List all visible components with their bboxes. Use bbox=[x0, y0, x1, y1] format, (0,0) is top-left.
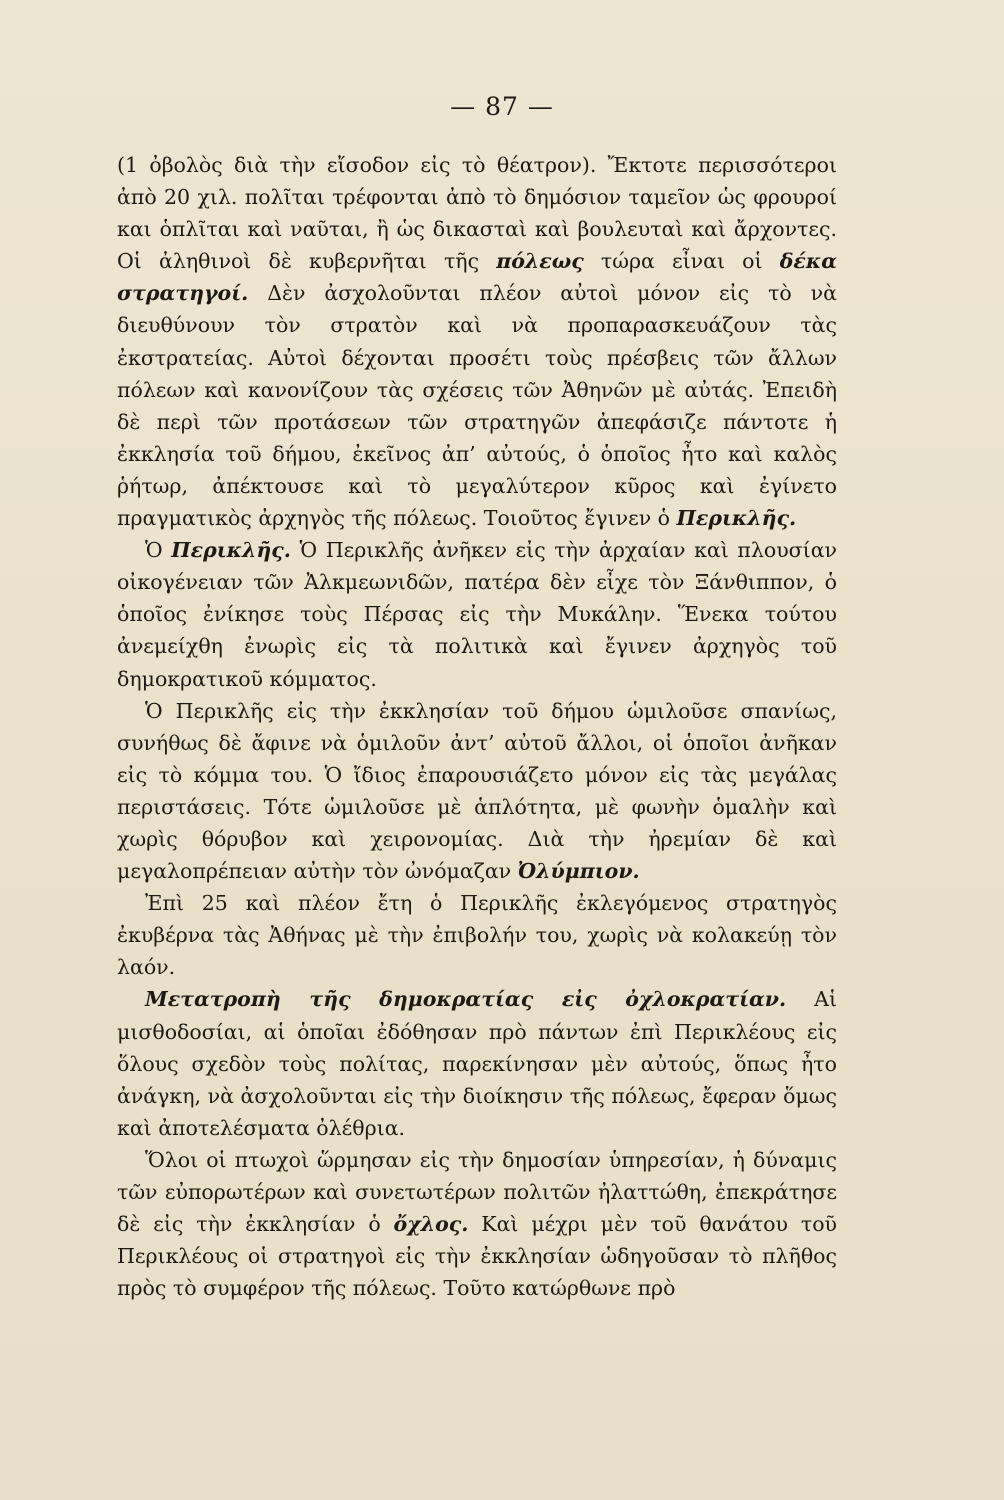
paragraph bbox=[117, 1144, 837, 1304]
text-run: (1 ὀβολὸς διὰ τὴν εἴσοδον εἰς τὸ θέατρον). Ἔκτοτε περισσότεροι ἀπὸ 20 χιλ. πολῖται τρέφονται ἀπὸ τὸ δημόσιον ταμεῖον ὡς φρουροί και ὁπλῖται καὶ ναῦται, ἢ ὡς δικασταὶ καὶ βουλευταὶ καὶ ἄρχοντες. Οἱ ἀληθινοὶ δὲ κυβερνῆται τῆς bbox=[117, 153, 837, 274]
body-text bbox=[117, 149, 837, 1304]
emphasized-text: Περικλῆς. bbox=[676, 506, 797, 531]
paragraph bbox=[117, 695, 837, 888]
paragraph bbox=[117, 149, 837, 534]
paragraph bbox=[117, 983, 837, 1143]
emphasized-text: ὄχλος. bbox=[393, 1212, 469, 1237]
text-run: Ἐπὶ 25 καὶ πλέον ἔτη ὁ Περικλῆς ἐκλεγόμενος στρατηγὸς ἐκυβέρνα τὰς Ἀθήνας μὲ τὴν ἐπιβολήν του, χωρὶς νὰ κολακεύῃ τὸν λαόν. bbox=[117, 891, 837, 980]
emphasized-text: Ὀλύμπιον. bbox=[517, 859, 640, 884]
text-run: Ὅλοι οἱ πτωχοὶ ὥρμησαν εἰς τὴν δημοσίαν ὑπηρεσίαν, ἡ δύναμις τῶν εὐπορωτέρων καὶ συνετωτέρων πολιτῶν ἠλαττώθη, ἐπεκράτησε δὲ εἰς τὴν ἐκκλησίαν ὁ bbox=[117, 1147, 837, 1237]
text-run: Δὲν ἀσχολοῦνται πλέον αὐτοὶ μόνον εἰς τὸ νὰ διευθύνουν τὸν στρατὸν καὶ νὰ προπαρασκευάζουν τὰς ἐκστρατείας. Αὐτοὶ δέχονται προσέτι τοὺς πρέσβεις τῶν ἄλλων πόλεων καὶ κανονίζουν τὰς σχέσεις τῶν Ἀθηνῶν μὲ αὐτάς. Ἐπειδὴ δὲ περὶ τῶν προτάσεων τῶν στρατηγῶν ἀπεφάσιζε πάντοτε ἡ ἐκκλησία τοῦ δήμου, ἐκεῖνος ἀπ’ αὐτούς, ὁ ὁποῖος ἦτο καὶ καλὸς ῥήτωρ, ἀπέκτουσε καὶ τὸ μεγαλύτερον κῦρος καὶ ἐγίνετο πραγματικὸς ἀρχηγὸς τῆς πόλεως. Τοιοῦτος ἔγινεν ὁ bbox=[117, 281, 837, 531]
emphasized-text: πόλεως bbox=[496, 249, 584, 274]
text-run: Ὁ Περικλῆς εἰς τὴν ἐκκλησίαν τοῦ δήμου ὡμιλοῦσε σπανίως, συνήθως δὲ ἄφινε νὰ ὁμιλοῦν ἀντ’ αὐτοῦ ἄλλοι, οἱ ὁποῖοι ἀνῆκαν εἰς τὸ κόμμα του. Ὁ ἴδιος ἐπαρουσιάζετο μόνον εἰς τὰς μεγάλας περιστάσεις. Τότε ὡμιλοῦσε μὲ ἁπλότητα, μὲ φωνὴν ὁμαλὴν καὶ χωρὶς θόρυβον καὶ χειρονομίας. Διὰ τὴν ἠρεμίαν δὲ καὶ μεγαλοπρέπειαν αὐτὴν τὸν ὠνόμαζαν bbox=[117, 698, 837, 884]
paragraph bbox=[117, 887, 837, 983]
emphasized-text: Μετατροπὴ τῆς δημοκρατίας εἰς ὀχλοκρατίαν. bbox=[145, 987, 787, 1012]
paragraph bbox=[117, 534, 837, 694]
text-run: Ὁ Περικλῆς ἀνῆκεν εἰς τὴν ἀρχαίαν καὶ πλουσίαν οἰκογένειαν τῶν Ἀλκμεωνιδῶν, πατέρα δὲν εἶχε τὸν Ξάνθιππον, ὁ ὁποῖος ἐνίκησε τοὺς Πέρσας εἰς τὴν Μυκάλην. Ἕνεκα τούτου ἀνεμείχθη ἐνωρὶς εἰς τὰ πολιτικὰ καὶ ἔγινεν ἀρχηγὸς τοῦ δημοκρατικοῦ κόμματος. bbox=[117, 538, 838, 691]
text-run: Αἱ μισθοδοσίαι, αἱ ὁποῖαι ἐδόθησαν πρὸ πάντων ἐπὶ Περικλέους εἰς ὅλους σχεδὸν τοὺς πολίτας, παρεκίνησαν μὲν αὐτούς, ὅπως ἦτο ἀνάγκη, νὰ ἀσχολοῦνται εἰς τὴν διοίκησιν τῆς πόλεως, ἔφεραν ὅμως καὶ ἀποτελέσματα ὀλέθρια. bbox=[117, 987, 837, 1140]
text-run: τώρα εἶναι οἱ bbox=[583, 249, 780, 274]
text-run: Καὶ μέχρι μὲν τοῦ θανάτου τοῦ Περικλέους οἱ στρατηγοὶ εἰς τὴν ἐκκλησίαν ὡδηγοῦσαν τὸ πλῆθος πρὸς τὸ συμφέρον τῆς πόλεως. Τοῦτο κατώρθωνε πρὸ bbox=[117, 1212, 838, 1301]
emphasized-text: Περικλῆς. bbox=[171, 538, 291, 563]
text-run: Ὁ bbox=[145, 538, 172, 563]
page-number: — 87 — bbox=[450, 92, 554, 121]
emphasized-text: δέκα στρατηγοί. bbox=[117, 249, 837, 306]
